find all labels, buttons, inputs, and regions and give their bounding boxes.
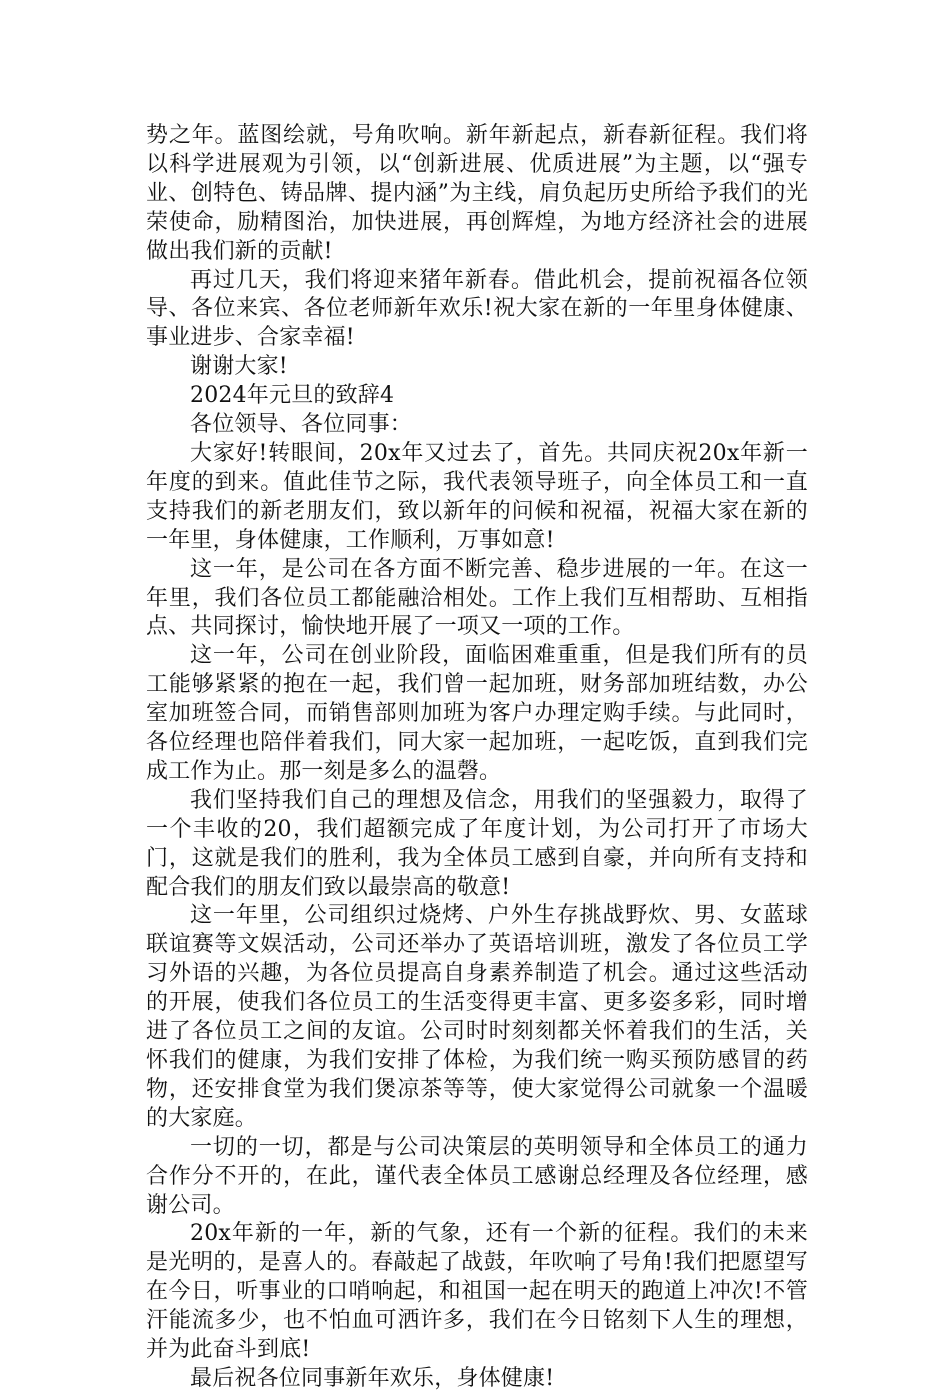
paragraph: 再过几天，我们将迎来猪年新春。借此机会，提前祝福各位领导、各位来宾、各位老师新年欢乐!祝大家在新的一年里身体健康、事业进步、合家幸福! (146, 267, 808, 351)
paragraph: 大家好!转眼间，20x年又过去了，首先。共同庆祝20x年新一年度的到来。值此佳节之际，我代表领导班子，向全体员工和一直支持我们的新老朋友们，致以新年的问候和祝福，祝福大家在新的一年里，身体健康，工作顺利，万事如意! (146, 440, 808, 553)
closing-line: 最后祝各位同事新年欢乐，身体健康! (190, 1365, 555, 1391)
section-heading: 2024年元旦的致辞4 (190, 383, 395, 409)
paragraph: 我们坚持我们自己的理想及信念，用我们的坚强毅力，取得了一个丰收的20，我们超额完成了年度计划，为公司打开了市场大门，这就是我们的胜利，我为全体员工感到自豪，并向所有支持和配合我们的朋友们致以最崇高的敬意! (146, 787, 808, 900)
paragraph: 谢谢大家! (190, 354, 288, 380)
paragraph: 这一年，公司在创业阶段，面临困难重重，但是我们所有的员工能够紧紧的抱在一起，我们曾一起加班，财务部加班结数，办公室加班签合同，而销售部则加班为客户办理定购手续。与此同时，各位经理也陪伴着我们，同大家一起加班，一起吃饭，直到我们完成工作为止。那一刻是多么的温磬。 (146, 643, 808, 784)
paragraph: 这一年里，公司组织过烧烤、户外生存挑战野炊、男、女蓝球联谊赛等文娱活动，公司还举办了英语培训班，激发了各位员工学习外语的兴趣，为各位员提高自身素养制造了机会。通过这些活动的开展，使我们各位员工的生活变得更丰富、更多姿多彩，同时增进了各位员工之间的友谊。公司时时刻刻都关怀着我们的生活，关怀我们的健康，为我们安排了体检，为我们统一购买预防感冒的药物，还安排食堂为我们煲凉茶等等，使大家觉得公司就象一个温暖的大家庭。 (146, 903, 808, 1131)
paragraph: 一切的一切，都是与公司决策层的英明领导和全体员工的通力合作分不开的，在此，谨代表全体员工感谢总经理及各位经理，感谢公司。 (146, 1134, 808, 1218)
document-body (146, 122, 808, 1394)
salutation: 各位领导、各位同事： (190, 412, 413, 438)
paragraph: 20x年新的一年，新的气象，还有一个新的征程。我们的未来是光明的，是喜人的。春敲起了战鼓，年吹响了号角!我们把愿望写在今日，听事业的口哨响起，和祖国一起在明天的跑道上冲次!不管汗能流多少，也不怕血可洒许多，我们在今日铭刻下人生的理想，并为此奋斗到底! (146, 1221, 808, 1363)
paragraph: 这一年，是公司在各方面不断完善、稳步进展的一年。在这一年里，我们各位员工都能融洽相处。工作上我们互相帮助、互相指点、共同探讨，愉快地开展了一项又一项的工作。 (146, 556, 808, 640)
paragraph: 势之年。蓝图绘就，号角吹响。新年新起点，新春新征程。我们将以科学进展观为引领，以“创新进展、优质进展”为主题，以“强专业、创特色、铸品牌、提内涵”为主线，肩负起历史所给予我们的光荣使命，励精图治，加快进展，再创辉煌，为地方经济社会的进展做出我们新的贡献! (146, 123, 808, 264)
